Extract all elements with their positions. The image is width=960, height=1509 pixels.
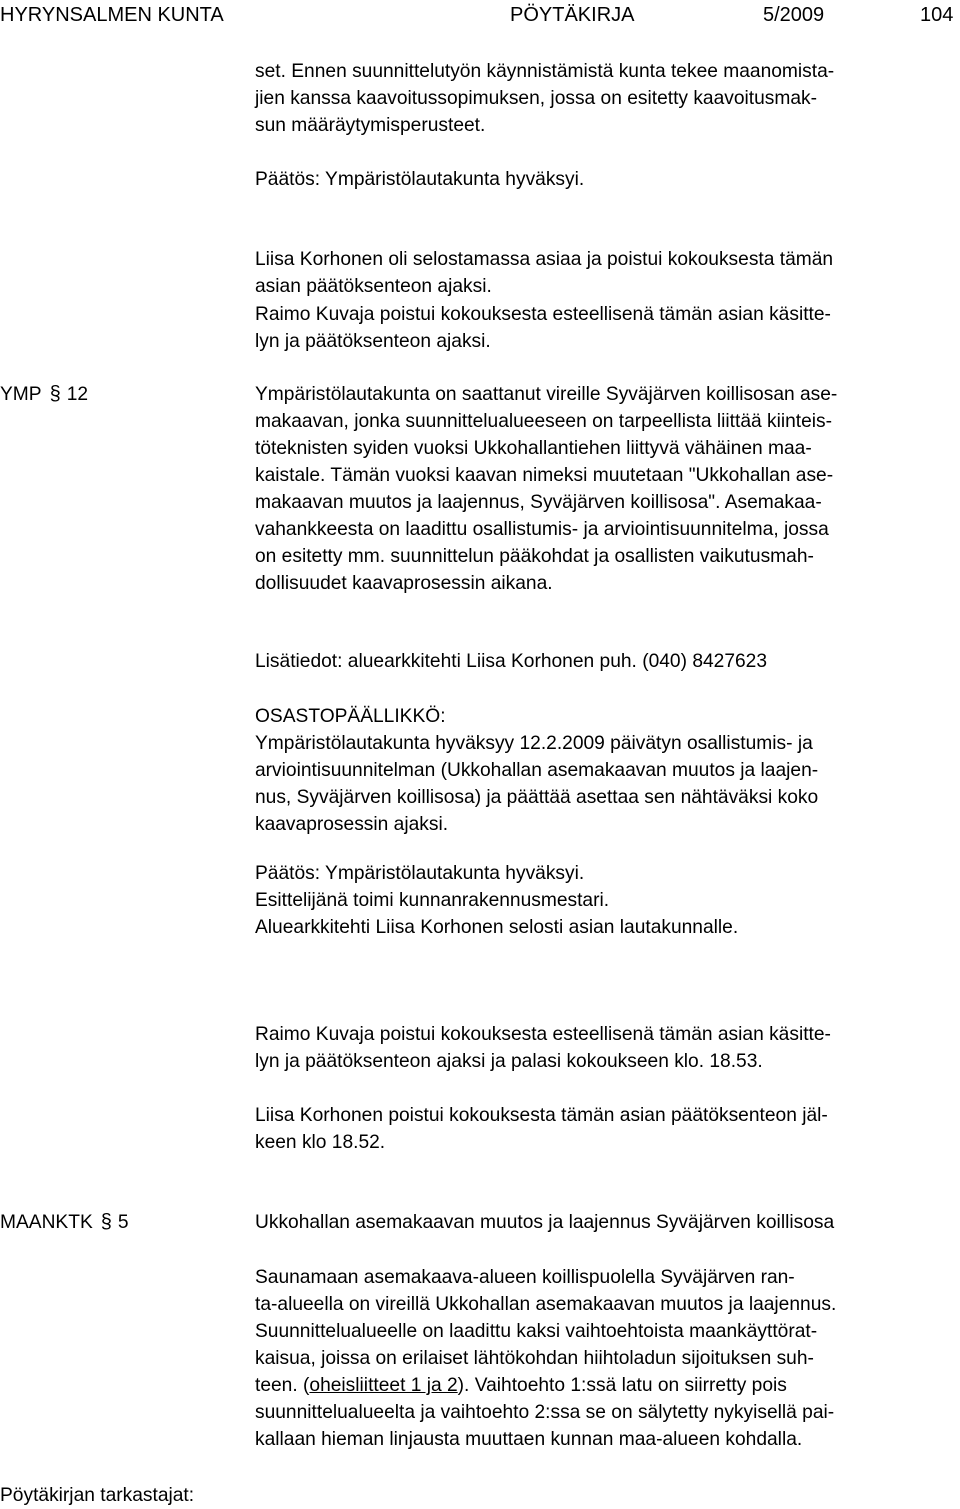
contact-info: Lisätiedot: aluearkkitehti Liisa Korhonen puh. (040) 8427623 bbox=[255, 651, 768, 672]
text-line: Raimo Kuvaja poistui kokouksesta esteellisenä tämän asian käsitte- bbox=[255, 304, 831, 325]
continuation-note-korhonen bbox=[255, 246, 833, 300]
text-line: set. Ennen suunnittelutyön käynnistämistä kunta tekee maanomista- bbox=[255, 61, 835, 82]
text-line: keen klo 18.52. bbox=[255, 1132, 386, 1153]
text-line: Esittelijänä toimi kunnanrakennusmestari. bbox=[255, 890, 610, 911]
text-line: jien kanssa kaavoitussopimuksen, jossa on esitetty kaavoitusmak- bbox=[255, 88, 818, 109]
text-line bbox=[255, 1372, 836, 1399]
text-line: lyn ja päätöksenteon ajaksi ja palasi kokoukseen klo. 18.53. bbox=[255, 1051, 763, 1072]
page-footer bbox=[0, 1484, 194, 1508]
section-code: MAANKTK bbox=[0, 1212, 93, 1233]
section-maanktk-body bbox=[255, 1264, 836, 1453]
text-line: sun määräytymisperusteet. bbox=[255, 115, 486, 136]
text-line: Päätös: Ympäristölautakunta hyväksyi. bbox=[255, 863, 585, 884]
text-line: Aluearkkitehti Liisa Korhonen selosti asian lautakunnalle. bbox=[255, 917, 739, 938]
text-line: Saunamaan asemakaava-alueen koillispuolella Syväjärven ran- bbox=[255, 1267, 795, 1288]
section-ymp-note-korhonen bbox=[255, 1102, 828, 1156]
text-line: kaisua, joissa on erilaiset lähtökohdan hiihtoladun sijoituksen suh- bbox=[255, 1348, 814, 1369]
text-fragment: teen. ( bbox=[255, 1375, 310, 1396]
issue-number: 5/2009 bbox=[763, 4, 825, 26]
text-line: suunnittelualueelta ja vaihtoehto 2:ssa se on sälytetty nykyisellä pai- bbox=[255, 1402, 835, 1423]
section-ymp-decision bbox=[255, 860, 738, 941]
continuation-decision bbox=[255, 166, 584, 193]
document-type: PÖYTÄKIRJA bbox=[510, 4, 635, 26]
section-code: YMP bbox=[0, 384, 42, 405]
text-line: asian päätöksenteon ajaksi. bbox=[255, 276, 492, 297]
page-header bbox=[0, 4, 960, 26]
text-line: Ympäristölautakunta hyväksyy 12.2.2009 päivätyn osallistumis- ja bbox=[255, 733, 813, 754]
section-label-maanktk bbox=[0, 1209, 129, 1236]
section-sign: § bbox=[100, 1211, 112, 1233]
section-ymp-body bbox=[255, 381, 837, 597]
text-line: Liisa Korhonen poistui kokouksesta tämän asian päätöksenteon jäl- bbox=[255, 1105, 828, 1126]
attachments-link[interactable]: oheisliitteet 1 ja 2 bbox=[309, 1375, 458, 1396]
text-line: makaavan muutos ja laajennus, Syväjärven koillisosa". Asemakaa- bbox=[255, 492, 822, 513]
text-fragment: ). Vaihtoehto 1:ssä latu on siirretty pois bbox=[457, 1375, 787, 1396]
section-ymp-info bbox=[255, 648, 767, 675]
text-line: dollisuudet kaavaprosessin aikana. bbox=[255, 573, 553, 594]
text-line: vahankkeesta on laadittu osallistumis- ja arviointisuunnitelma, jossa bbox=[255, 519, 829, 540]
text-line: Liisa Korhonen oli selostamassa asiaa ja poistui kokouksesta tämän bbox=[255, 249, 834, 270]
text-line: lyn ja päätöksenteon ajaksi. bbox=[255, 331, 491, 352]
section-number: 5 bbox=[117, 1212, 129, 1233]
text-line: Päätös: Ympäristölautakunta hyväksyi. bbox=[255, 169, 585, 190]
section-title: Ukkohallan asemakaavan muutos ja laajennus Syväjärven koillisosa bbox=[255, 1212, 835, 1233]
text-line: on esitetty mm. suunnittelun pääkohdat ja osallisten vaikutusmah- bbox=[255, 546, 814, 567]
text-line: makaavan, jonka suunnittelualueeseen on tarpeellista liittää kiinteis- bbox=[255, 411, 833, 432]
section-label-ymp bbox=[0, 381, 88, 408]
continuation-paragraph bbox=[255, 58, 834, 139]
text-line: ta-alueella on vireillä Ukkohallan asemakaavan muutos ja laajennus. bbox=[255, 1294, 837, 1315]
text-line: nus, Syväjärven koillisosa) ja päättää asettaa sen nähtäväksi koko bbox=[255, 787, 819, 808]
section-number: 12 bbox=[66, 384, 89, 405]
text-line: arviointisuunnitelman (Ukkohallan asemakaavan muutos ja laajen- bbox=[255, 760, 819, 781]
text-line: Raimo Kuvaja poistui kokouksesta esteellisenä tämän asian käsitte- bbox=[255, 1024, 831, 1045]
page-number: 104 bbox=[920, 4, 954, 26]
organization-name: HYRYNSALMEN KUNTA bbox=[0, 4, 224, 26]
proposal-heading: OSASTOPÄÄLLIKKÖ: bbox=[255, 706, 446, 727]
text-line: töteknisten syiden vuoksi Ukkohallantiehen liittyvä vähäinen maa- bbox=[255, 438, 812, 459]
section-ymp-proposal bbox=[255, 703, 818, 838]
text-line: Suunnittelualueelle on laadittu kaksi vaihtoehtoista maankäyttörat- bbox=[255, 1321, 818, 1342]
continuation-note-kuvaja bbox=[255, 301, 831, 355]
text-line: Ympäristölautakunta on saattanut vireille Syväjärven koillisosan ase- bbox=[255, 384, 838, 405]
text-line: kallaan hieman linjausta muuttaen kunnan maa-alueen kohdalla. bbox=[255, 1429, 803, 1450]
section-maanktk-title bbox=[255, 1209, 834, 1236]
section-ymp-note-kuvaja bbox=[255, 1021, 831, 1075]
text-line: kaistale. Tämän vuoksi kaavan nimeksi muutetaan "Ukkohallan ase- bbox=[255, 465, 834, 486]
section-sign: § bbox=[49, 383, 61, 405]
text-line: kaavaprosessin ajaksi. bbox=[255, 814, 449, 835]
reviewers-label: Pöytäkirjan tarkastajat: bbox=[0, 1485, 195, 1506]
